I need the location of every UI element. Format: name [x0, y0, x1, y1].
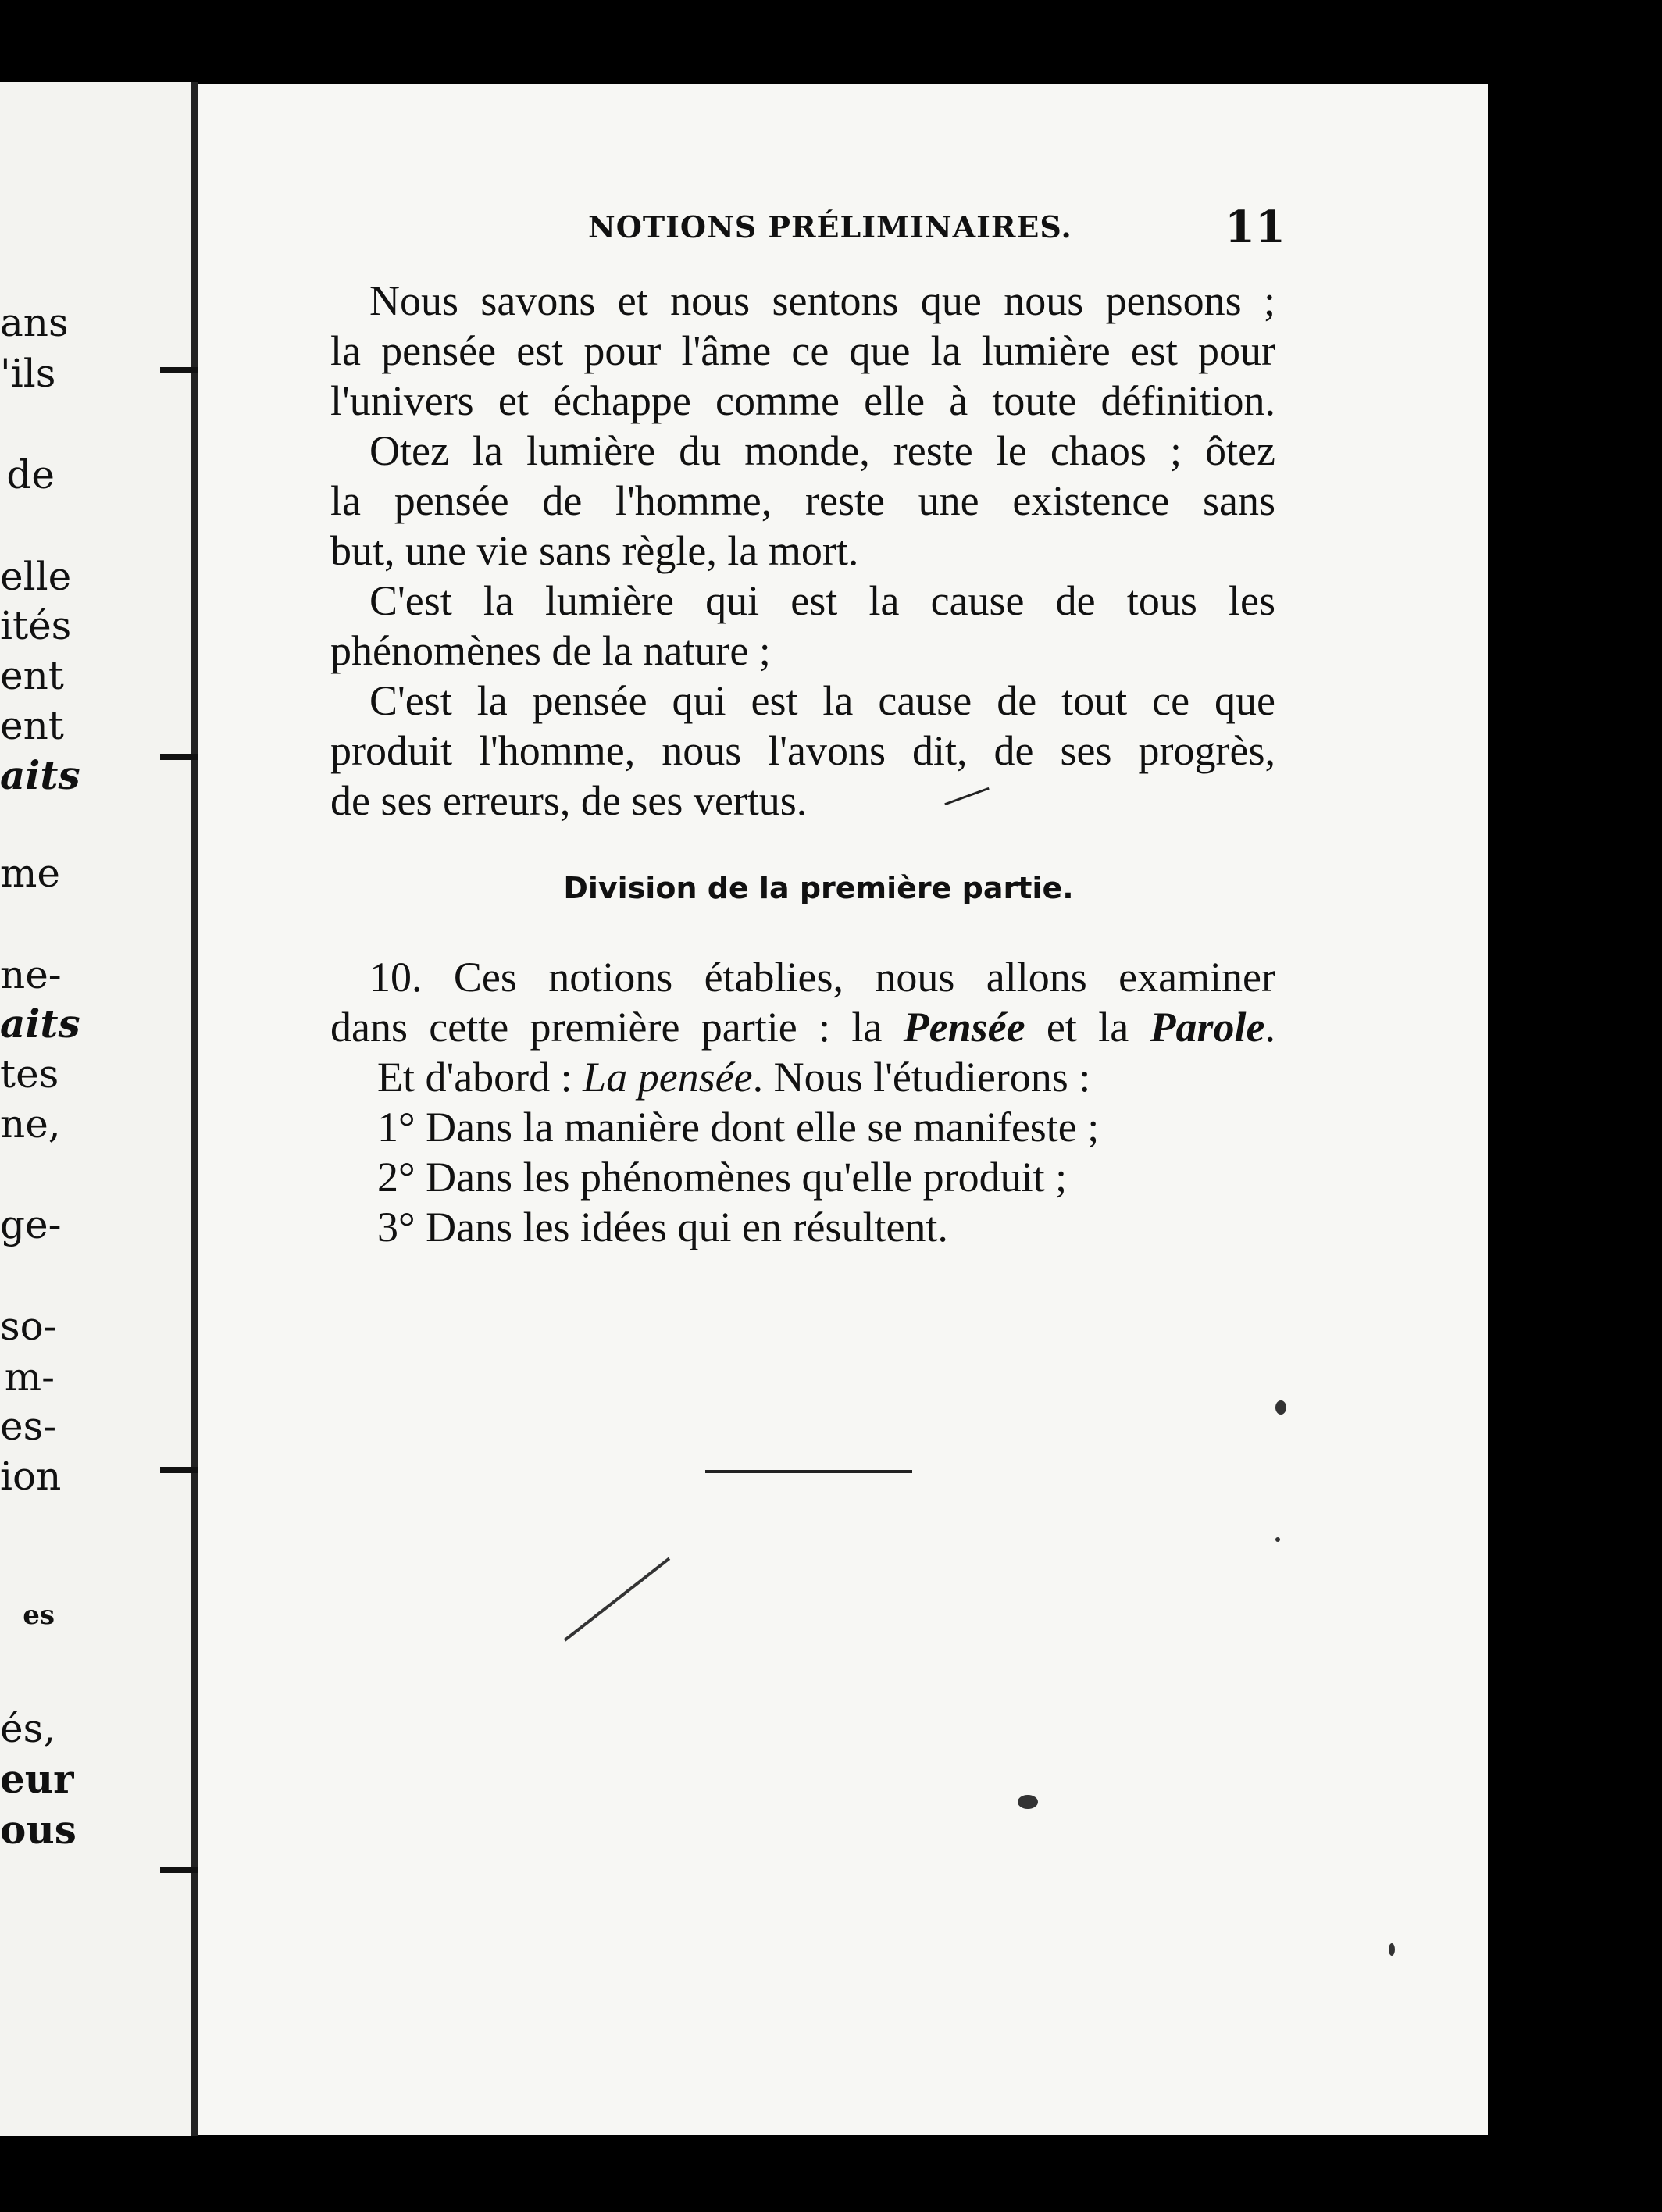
text-line — [330, 1002, 1275, 1052]
left-page-fragment: elle — [0, 554, 72, 599]
enumerated-list — [330, 1102, 1275, 1252]
pencil-mark — [564, 1557, 670, 1642]
list-item: 2° Dans les phénomènes qu'elle produit ; — [377, 1154, 1068, 1201]
italic-term-parole: Parole — [1150, 1004, 1265, 1051]
section-heading: Division de la première partie. — [563, 871, 1074, 905]
running-head: NOTIONS PRÉLIMINAIRES. — [588, 209, 1072, 244]
text-line: phénomènes de la nature ; — [330, 627, 771, 674]
gutter-line — [191, 82, 198, 2136]
main-page — [198, 84, 1488, 2135]
text-run: et la — [1025, 1004, 1150, 1051]
text-line: Otez la lumière du monde, reste le chaos ; ôtez — [369, 427, 1275, 474]
paragraph — [330, 676, 1275, 826]
left-page-fragment: 'ils — [0, 351, 56, 396]
scan-speck — [1275, 1400, 1286, 1415]
left-page-fragment: so- — [0, 1304, 57, 1349]
text-line: C'est la pensée qui est la cause de tout ce que — [369, 677, 1275, 724]
italic-term-la-pensee: La pensée — [583, 1054, 753, 1101]
page-header — [198, 202, 1488, 264]
left-page-fragment: eur — [0, 1756, 74, 1802]
left-page-fragment: es- — [0, 1404, 57, 1449]
text-line: but, une vie sans règle, la mort. — [330, 527, 859, 574]
text-run: dans cette première partie : la — [330, 1004, 904, 1051]
left-page-fragment: ion — [0, 1454, 62, 1499]
body-text — [330, 276, 1275, 1252]
left-page-fragment: aits — [0, 1001, 80, 1047]
text-line — [330, 1052, 1275, 1102]
left-page-fragment: aits — [0, 752, 80, 798]
text-line: la pensée de l'homme, reste une existence sans — [330, 477, 1275, 524]
text-line: C'est la lumière qui est la cause de tous les — [369, 577, 1275, 624]
left-page-fragment: ent — [0, 703, 64, 748]
left-page-fragment: me — [0, 851, 61, 896]
left-page-fragment: es — [23, 1600, 55, 1631]
section-end-rule — [705, 1470, 912, 1473]
left-page-fragment: ités — [0, 603, 72, 648]
text-line: produit l'homme, nous l'avons dit, de ses progrès, — [330, 727, 1275, 774]
left-facing-page — [0, 82, 191, 2136]
text-line: 10. Ces notions établies, nous allons examiner — [369, 954, 1275, 1001]
scan-speck — [1275, 1537, 1280, 1542]
text-line: la pensée est pour l'âme ce que la lumière est pour — [330, 327, 1275, 374]
paragraph — [330, 576, 1275, 676]
left-page-fragment: ge- — [0, 1202, 62, 1247]
text-run: Et d'abord : — [377, 1054, 583, 1101]
list-item: 1° Dans la manière dont elle se manifeste ; — [377, 1104, 1100, 1151]
italic-term-pensee: Pensée — [903, 1004, 1025, 1051]
page-number: 11 — [1225, 202, 1286, 253]
scan-speck — [1389, 1943, 1395, 1956]
left-page-fragment: ne, — [0, 1101, 61, 1147]
left-page-fragment: tes — [0, 1051, 59, 1097]
text-run: . — [1264, 1004, 1275, 1051]
paragraph — [330, 426, 1275, 576]
text-line: Nous savons et nous sentons que nous pensons ; — [369, 277, 1275, 324]
paragraph — [330, 952, 1275, 1052]
paragraph — [330, 276, 1275, 426]
left-page-fragment: és, — [0, 1706, 56, 1751]
text-line: l'univers et échappe comme elle à toute définition. — [330, 377, 1275, 424]
text-run: . Nous l'étudierons : — [752, 1054, 1091, 1101]
left-page-fragment: ous — [0, 1807, 77, 1853]
left-page-fragment: de — [6, 452, 55, 498]
text-line: de ses erreurs, de ses vertus. — [330, 777, 808, 824]
list-item: 3° Dans les idées qui en résultent. — [377, 1204, 948, 1250]
left-page-fragment: ent — [0, 653, 64, 698]
left-page-fragment: ne- — [0, 952, 62, 997]
left-page-fragment: m- — [4, 1354, 55, 1400]
scan-speck — [1018, 1795, 1038, 1809]
left-page-fragment: ans — [0, 300, 69, 345]
